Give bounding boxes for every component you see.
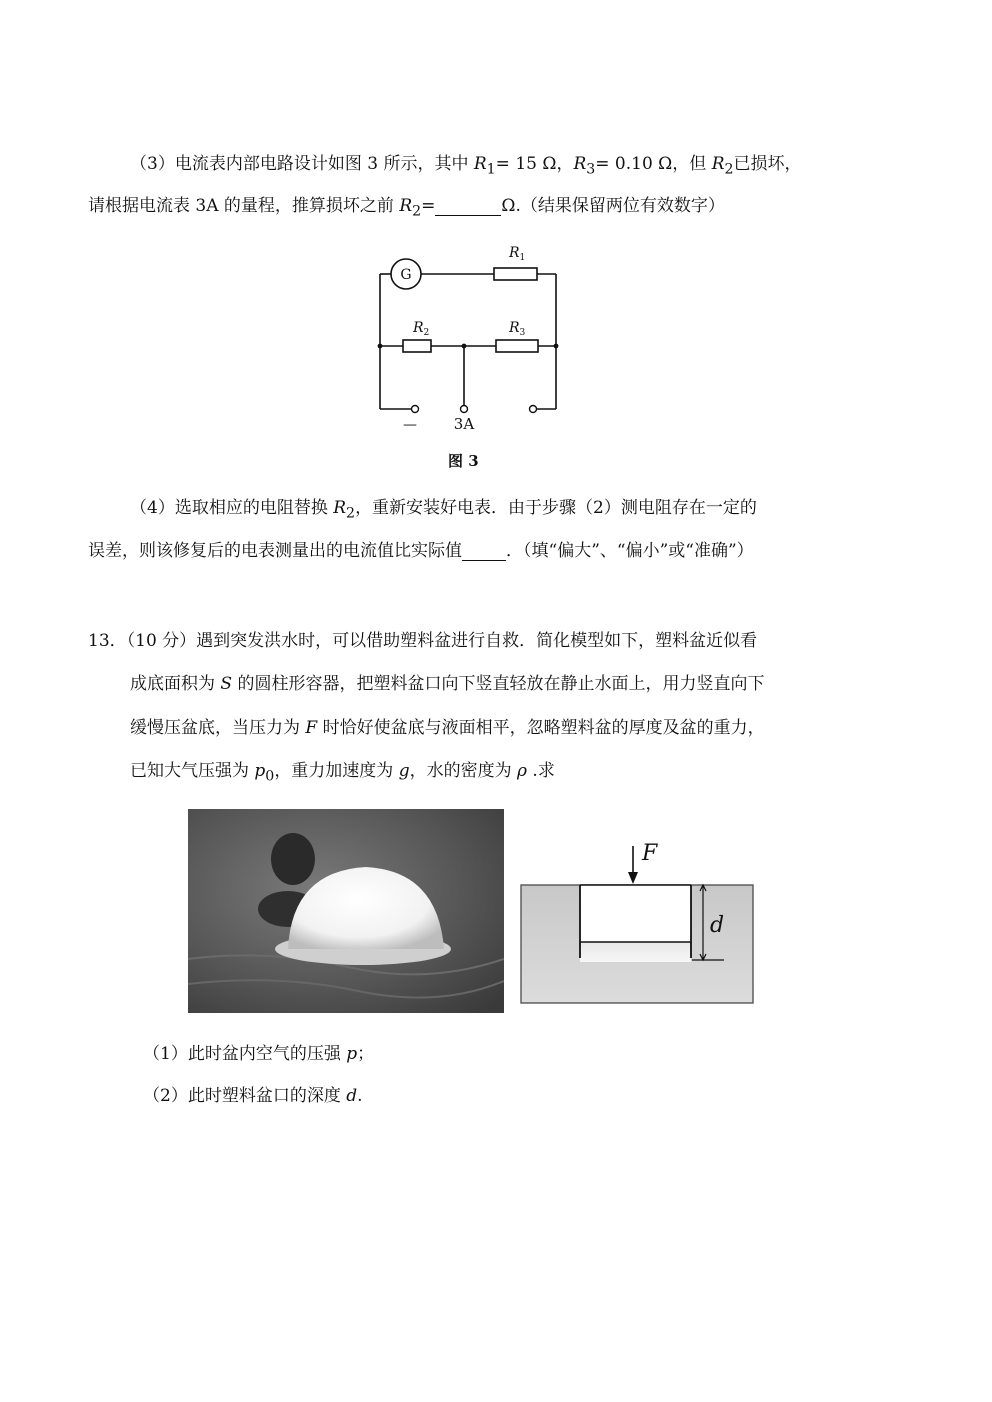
figure3-circuit [360,235,580,435]
galvanometer-label: G [400,267,412,283]
r1-symbol: R [473,154,487,174]
r3-symbol: R [573,154,587,174]
depth-label: d [710,913,725,938]
junction-left [378,344,383,349]
minus-terminal-label: — [403,417,417,433]
q13-line2: 成底面积为 S 的圆柱形容器，把塑料盆口向下竖直轻放在静止水面上，用力竖直向下 [130,674,765,694]
answer-blank-accuracy[interactable] [462,543,506,561]
q12-part4-line1: （4）选取相应的电阻替换 $R_2$，重新安装好电表．由于步骤（2）测电阻存在一定的 [130,498,757,522]
inner-water [580,942,691,962]
basin-model-diagram [520,836,756,1008]
q13-line4: 已知大气压强为 $p_0$，重力加速度为 g，水的密度为 ρ .求 [130,761,555,785]
terminal-minus [412,406,419,413]
terminal-plus [530,406,537,413]
q13-sub1: （1）此时盆内空气的压强 p； [143,1044,375,1064]
r2-label: $R_2$ [413,320,430,338]
resistor-r1 [494,268,537,280]
r1-label: $R_1$ [509,245,526,263]
flood-rescue-photo [188,809,504,1013]
q13-sub2: （2）此时塑料盆口的深度 d. [143,1086,363,1106]
force-label: F [642,841,658,866]
r3-label: $R_3$ [509,320,526,338]
r2-symbol: R [711,154,725,174]
resistor-r3 [496,340,538,352]
terminal-3a [461,406,468,413]
q13-line3: 缓慢压盆底，当压力为 F 时恰好使盆底与液面相平，忽略塑料盆的厚度及盆的重力， [130,718,765,738]
q12-part3-line1: （3）电流表内部电路设计如图 3 所示，其中 $R_1= 15$ Ω，$R_3= 0.10$ Ω，但 $R_2$已损坏， [130,154,802,178]
q12-part4-line2: 误差，则该修复后的电表测量出的电流值比实际值 ．（填“偏大”、“偏小”或“准确”） [88,541,754,561]
range-terminal-label: 3A [453,415,475,433]
answer-blank-r2[interactable] [435,198,501,216]
junction-right [554,344,559,349]
junction-middle [462,344,467,349]
figure3-caption: 图 3 [448,452,479,470]
resistor-r2 [403,340,431,352]
q12-part3-line2: 请根据电流表 3A 的量程，推算损坏之前 $R_2= \Omega$.（结果保留两位有效数字） [88,196,725,220]
basin-air [580,885,691,942]
q13-line1: 13．（10 分）遇到突发洪水时，可以借助塑料盆进行自救．简化模型如下，塑料盆近似看 [88,631,758,651]
